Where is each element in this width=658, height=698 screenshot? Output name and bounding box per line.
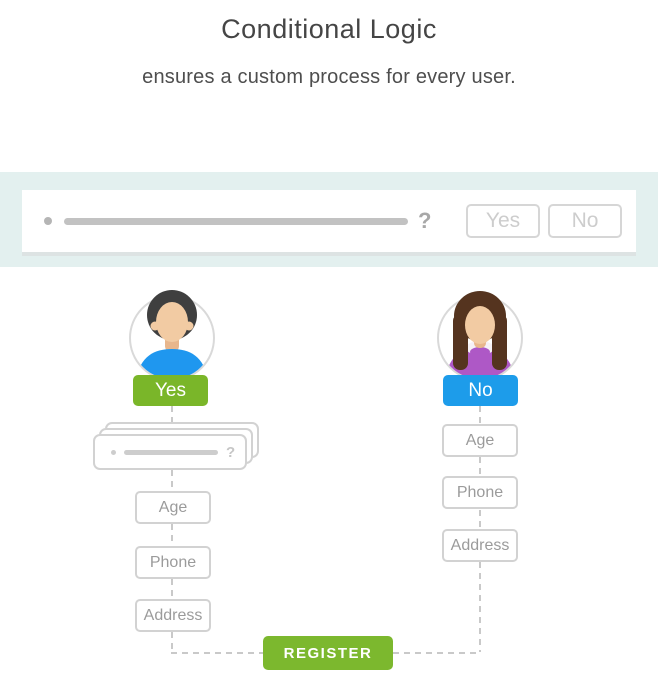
connector-dash [479, 457, 481, 476]
connector-dash [479, 510, 481, 529]
connector-dash [171, 632, 173, 653]
connector-dash [393, 652, 480, 654]
question-mark-icon: ? [226, 443, 236, 461]
connector-dash [479, 562, 481, 652]
question-mark-icon: ? [418, 208, 432, 233]
connector-dash [479, 406, 481, 424]
field-box-age-right: Age [442, 424, 518, 457]
question-banner [0, 172, 658, 267]
field-box-phone-right: Phone [442, 476, 518, 509]
question-placeholder-line [124, 450, 218, 455]
banner-yes-button[interactable]: Yes [466, 204, 540, 238]
question-card [22, 190, 636, 252]
header [0, 0, 658, 172]
connector-dash [171, 652, 263, 654]
field-box-address-left: Address [135, 599, 211, 632]
question-placeholder-line [64, 218, 408, 225]
stacked-card-front [93, 434, 247, 470]
bullet-dot-icon [44, 217, 52, 225]
connector-dash [171, 579, 173, 599]
page-title: Conditional Logic [221, 14, 437, 44]
field-box-address-right: Address [442, 529, 518, 562]
no-branch-button[interactable]: No [443, 375, 518, 406]
page-subtitle: ensures a custom process for every user. [142, 66, 516, 88]
connector-dash [171, 524, 173, 546]
register-button[interactable]: REGISTER [263, 636, 393, 670]
question-card-stack [93, 422, 259, 470]
connector-dash [171, 470, 173, 491]
flowchart [0, 267, 658, 698]
female-avatar-icon [430, 288, 530, 383]
field-box-age-left: Age [135, 491, 211, 524]
connector-dash [171, 406, 173, 422]
banner-no-button[interactable]: No [548, 204, 622, 238]
yes-branch-button[interactable]: Yes [133, 375, 208, 406]
field-box-phone-left: Phone [135, 546, 211, 579]
bullet-dot-icon [111, 450, 116, 455]
male-avatar-icon [122, 288, 222, 383]
